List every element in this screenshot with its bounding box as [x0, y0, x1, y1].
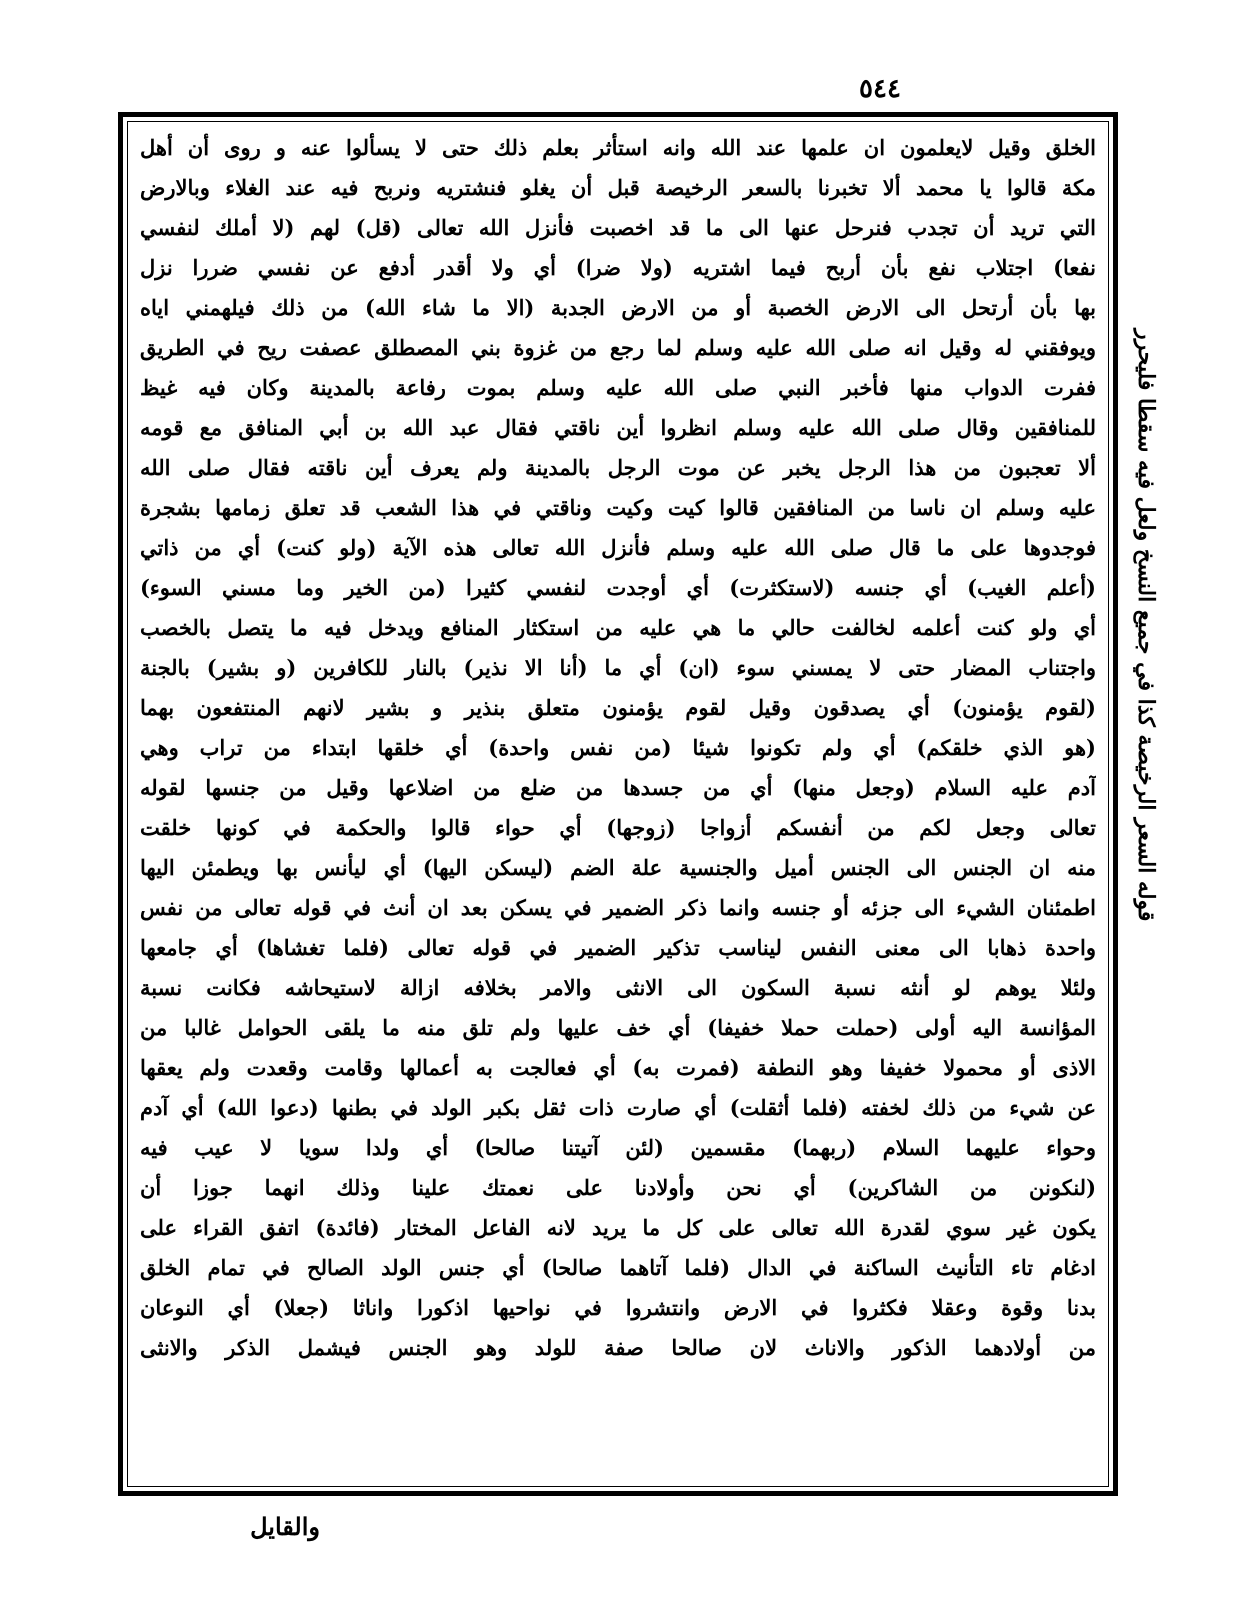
- text-line: (هو الذي خلقكم) أي ولم تكونوا شيئا (من نفس واحدة) أي خلقها ابتداء من تراب وهي: [140, 735, 1096, 760]
- text-line: المؤانسة اليه أولى (حملت حملا خفيفا) أي خف عليها ولم تلق منه ما يلقى الحوامل غالبا من: [140, 1015, 1096, 1040]
- text-line: نفعا) اجتلاب نفع بأن أربح فيما اشتريه (ولا ضرا) أي ولا أقدر أدفع عن نفسي ضررا نزل: [140, 255, 1096, 280]
- text-line: أي ولو كنت أعلمه لخالفت حالي ما هي عليه من استكثار المنافع ويدخل فيه ما يتصل بالخصب: [140, 615, 1096, 640]
- text-line: ففرت الدواب منها فأخبر النبي صلى الله عليه وسلم بموت رفاعة بالمدينة وكان فيه غيظ: [140, 375, 1096, 400]
- text-line: الخلق وقيل لايعلمون ان علمها عند الله وانه استأثر بعلم ذلك حتى لا يسألوا عنه و روى أن أهل: [140, 135, 1096, 160]
- page-number: ٥٤٤: [859, 74, 901, 104]
- catchword: والقايل: [250, 1512, 320, 1541]
- text-line: تعالى وجعل لكم من أنفسكم أزواجا (زوجها) أي حواء قالوا والحكمة في كونها خلقت: [140, 815, 1096, 840]
- text-line: (أعلم الغيب) أي جنسه (لاستكثرت) أي أوجدت لنفسي كثيرا (من الخير وما مسني السوء): [140, 575, 1096, 600]
- text-line: عليه وسلم ان ناسا من المنافقين قالوا كيت وكيت وناقتي في هذا الشعب قد تعلق زمامها بشجرة: [140, 495, 1096, 520]
- text-line: الاذى أو محمولا خفيفا وهو النطفة (فمرت به) أي فعالجت به أعمالها وقامت وقعدت ولم يعقها: [140, 1055, 1096, 1080]
- text-line: ادغام تاء التأنيث الساكنة في الدال (فلما آتاهما صالحا) أي جنس الولد الصالح في تمام الخلق: [140, 1255, 1096, 1280]
- text-line: من أولادهما الذكور والاناث لان صالحا صفة للولد وهو الجنس فيشمل الذكر والانثى: [140, 1335, 1096, 1360]
- text-line: فوجدوها على ما قال صلى الله عليه وسلم فأنزل الله تعالى هذه الآية (ولو كنت) أي من ذاتي: [140, 535, 1096, 560]
- text-line: آدم عليه السلام (وجعل منها) أي من جسدها من ضلع من اضلاعها وقيل من جنسها لقوله: [140, 775, 1096, 800]
- text-line: واحدة ذهابا الى معنى النفس ليناسب تذكير الضمير في قوله تعالى (فلما تغشاها) أي جامعها: [140, 935, 1096, 960]
- text-line: واجتناب المضار حتى لا يمسني سوء (ان) أي ما (أنا الا نذير) بالنار للكافرين (و بشير) بالجنة: [140, 655, 1096, 680]
- text-line: ولئلا يوهم لو أنثه نسبة السكون الى الانثى والامر بخلافه ازالة لاستيحاشه فكانت نسبة: [140, 975, 1096, 1000]
- text-line: (لقوم يؤمنون) أي يصدقون وقيل لقوم يؤمنون متعلق بنذير و بشير لانهم المنتفعون بهما: [140, 695, 1096, 720]
- text-line: عن شيء من ذلك لخفته (فلما أثقلت) أي صارت ذات ثقل بكبر الولد في بطنها (دعوا الله) أي آدم: [140, 1095, 1096, 1120]
- text-line: بها بأن أرتحل الى الارض الخصبة أو من الارض الجدبة (الا ما شاء الله) من ذلك فيلهمني اياه: [140, 295, 1096, 320]
- text-line: اطمئنان الشيء الى جزئه أو جنسه وانما ذكر الضمير في يسكن بعد ان أنث في قوله تعالى من نفس: [140, 895, 1096, 920]
- text-line: مكة قالوا يا محمد ألا تخبرنا بالسعر الرخيصة قبل أن يغلو فنشتريه ونربح فيه عند الغلاء وبالارض: [140, 175, 1096, 200]
- main-text-block: [140, 128, 1096, 1480]
- margin-note: قوله السعر الرخيصة كذا في جميع النسخ ولعل فيه سقطا فليحرر: [1133, 328, 1159, 922]
- text-line: بدنا وقوة وعقلا فكثروا في الارض وانتشروا في نواحيها اذكورا واناثا (جعلا) أي النوعان: [140, 1295, 1096, 1320]
- text-line: منه ان الجنس الى الجنس أميل والجنسية علة الضم (ليسكن اليها) أي ليأنس بها ويطمئن اليها: [140, 855, 1096, 880]
- text-line: ويوفقني له وقيل انه صلى الله عليه وسلم لما رجع من غزوة بني المصطلق عصفت ريح في الطريق: [140, 335, 1096, 360]
- text-line: (لنكونن من الشاكرين) أي نحن وأولادنا على نعمتك علينا وذلك انهما جوزا أن: [140, 1175, 1096, 1200]
- text-line: التي تريد أن تجدب فنرحل عنها الى ما قد اخصبت فأنزل الله تعالى (قل) لهم (لا أملك لنفسي: [140, 215, 1096, 240]
- text-line: يكون غير سوي لقدرة الله تعالى على كل ما يريد لانه الفاعل المختار (فائدة) اتفق القراء على: [140, 1215, 1096, 1240]
- text-line: وحواء عليهما السلام (ربهما) مقسمين (لئن آتيتنا صالحا) أي ولدا سويا لا عيب فيه: [140, 1135, 1096, 1160]
- text-line: ألا تعجبون من هذا الرجل يخبر عن موت الرجل بالمدينة ولم يعرف أين ناقته فقال صلى الله: [140, 455, 1096, 480]
- text-line: للمنافقين وقال صلى الله عليه وسلم انظروا أين ناقتي فقال عبد الله بن أبي المنافق مع قومه: [140, 415, 1096, 440]
